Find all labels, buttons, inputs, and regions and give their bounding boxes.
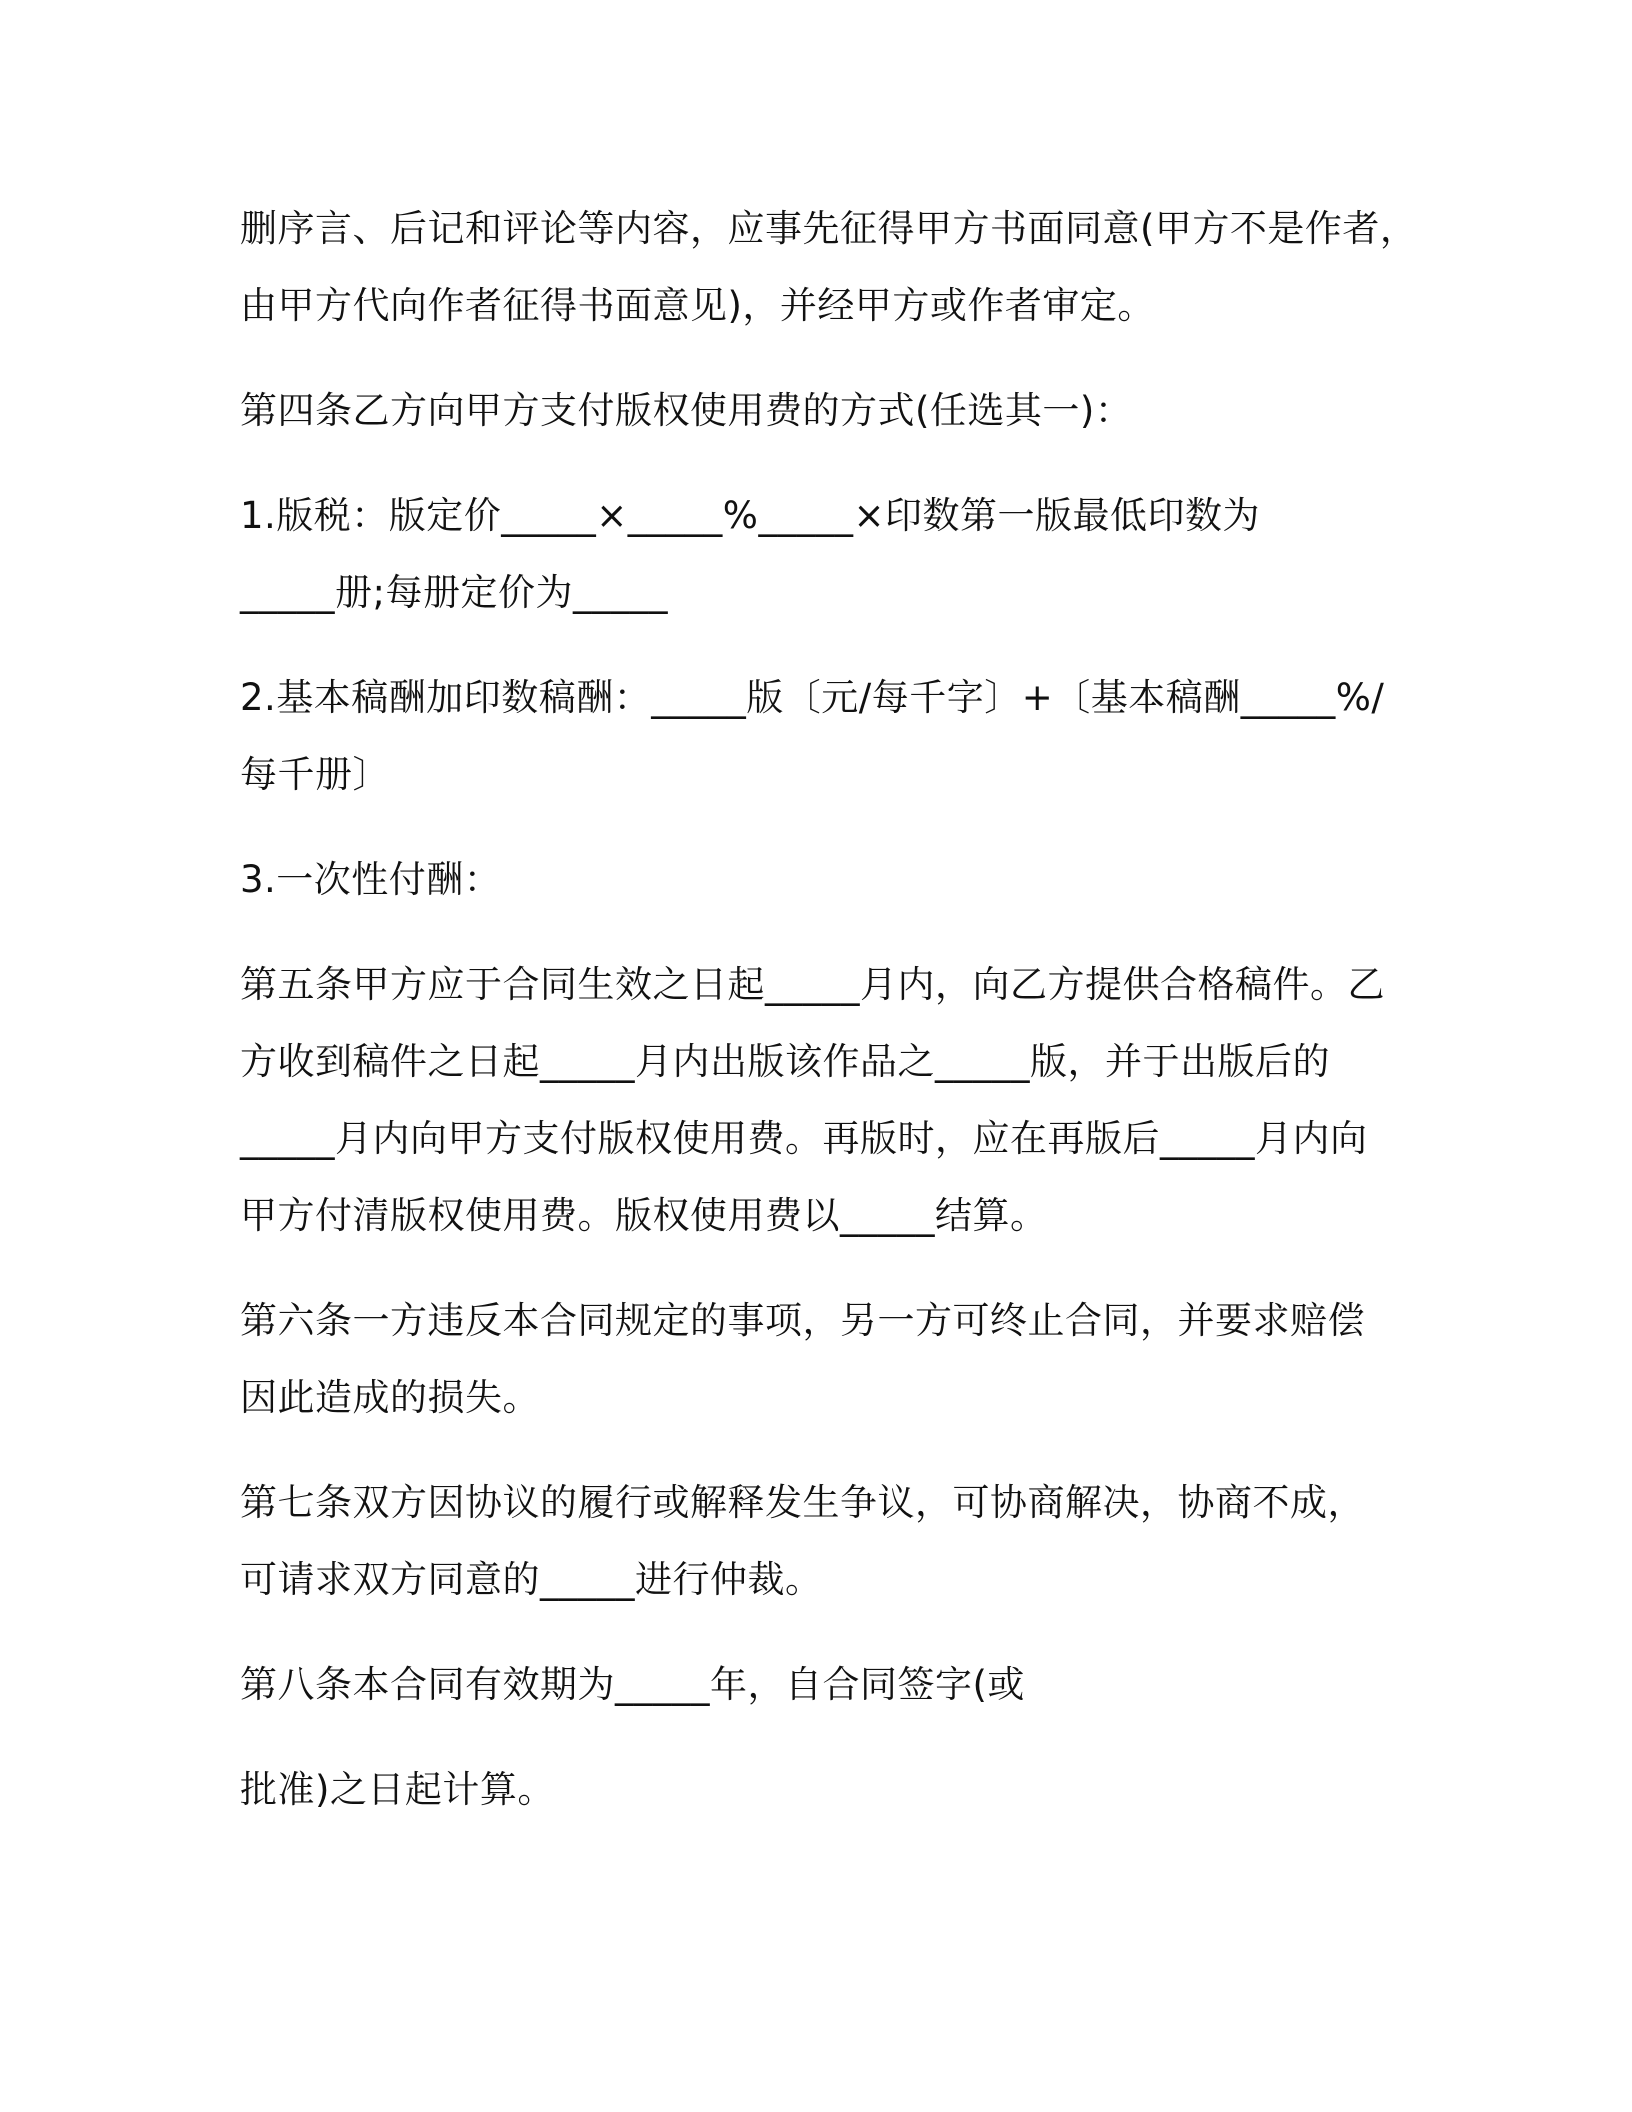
text-line: 删序言、后记和评论等内容，应事先征得甲方书面同意(甲方不是作者， bbox=[240, 207, 1418, 250]
paragraph-preface-consent bbox=[240, 190, 1418, 344]
text-line: 2.基本稿酬加印数稿酬：_____版〔元/每千字〕+〔基本稿酬_____%/ bbox=[240, 676, 1385, 719]
paragraph-royalty-option-3 bbox=[240, 841, 1390, 918]
text-line: 3.一次性付酬： bbox=[240, 858, 502, 901]
document-body bbox=[240, 190, 1418, 1856]
paragraph-article-8-continued bbox=[240, 1751, 1390, 1828]
text-line: 第五条甲方应于合同生效之日起_____月内，向乙方提供合格稿件。乙 bbox=[240, 963, 1385, 1006]
text-line: _____册;每册定价为_____ bbox=[240, 571, 668, 614]
text-line: 第七条双方因协议的履行或解释发生争议，可协商解决，协商不成， bbox=[240, 1481, 1365, 1524]
text-line: 1.版税：版定价_____×_____%_____×印数第一版最低印数为 bbox=[240, 494, 1260, 537]
paragraph-article-7 bbox=[240, 1464, 1390, 1618]
text-line: 可请求双方同意的_____进行仲裁。 bbox=[240, 1558, 823, 1601]
text-line: 第四条乙方向甲方支付版权使用费的方式(任选其一)： bbox=[240, 389, 1133, 432]
text-line: 甲方付清版权使用费。版权使用费以_____结算。 bbox=[240, 1194, 1048, 1237]
text-line: _____月内向甲方支付版权使用费。再版时，应在再版后_____月内向 bbox=[240, 1117, 1368, 1160]
text-line: 由甲方代向作者征得书面意见)，并经甲方或作者审定。 bbox=[240, 284, 1155, 327]
text-line: 因此造成的损失。 bbox=[240, 1376, 540, 1419]
paragraph-article-8 bbox=[240, 1646, 1390, 1723]
text-line: 每千册〕 bbox=[240, 753, 390, 796]
text-line: 方收到稿件之日起_____月内出版该作品之_____版，并于出版后的 bbox=[240, 1040, 1330, 1083]
paragraph-royalty-option-2 bbox=[240, 659, 1390, 813]
paragraph-article-4-heading bbox=[240, 372, 1390, 449]
text-line: 第八条本合同有效期为_____年，自合同签字(或 bbox=[240, 1663, 1025, 1706]
paragraph-article-6 bbox=[240, 1282, 1390, 1436]
paragraph-royalty-option-1 bbox=[240, 477, 1390, 631]
text-line: 第六条一方违反本合同规定的事项，另一方可终止合同，并要求赔偿 bbox=[240, 1299, 1365, 1342]
paragraph-article-5 bbox=[240, 946, 1390, 1254]
text-line: 批准)之日起计算。 bbox=[240, 1768, 555, 1811]
